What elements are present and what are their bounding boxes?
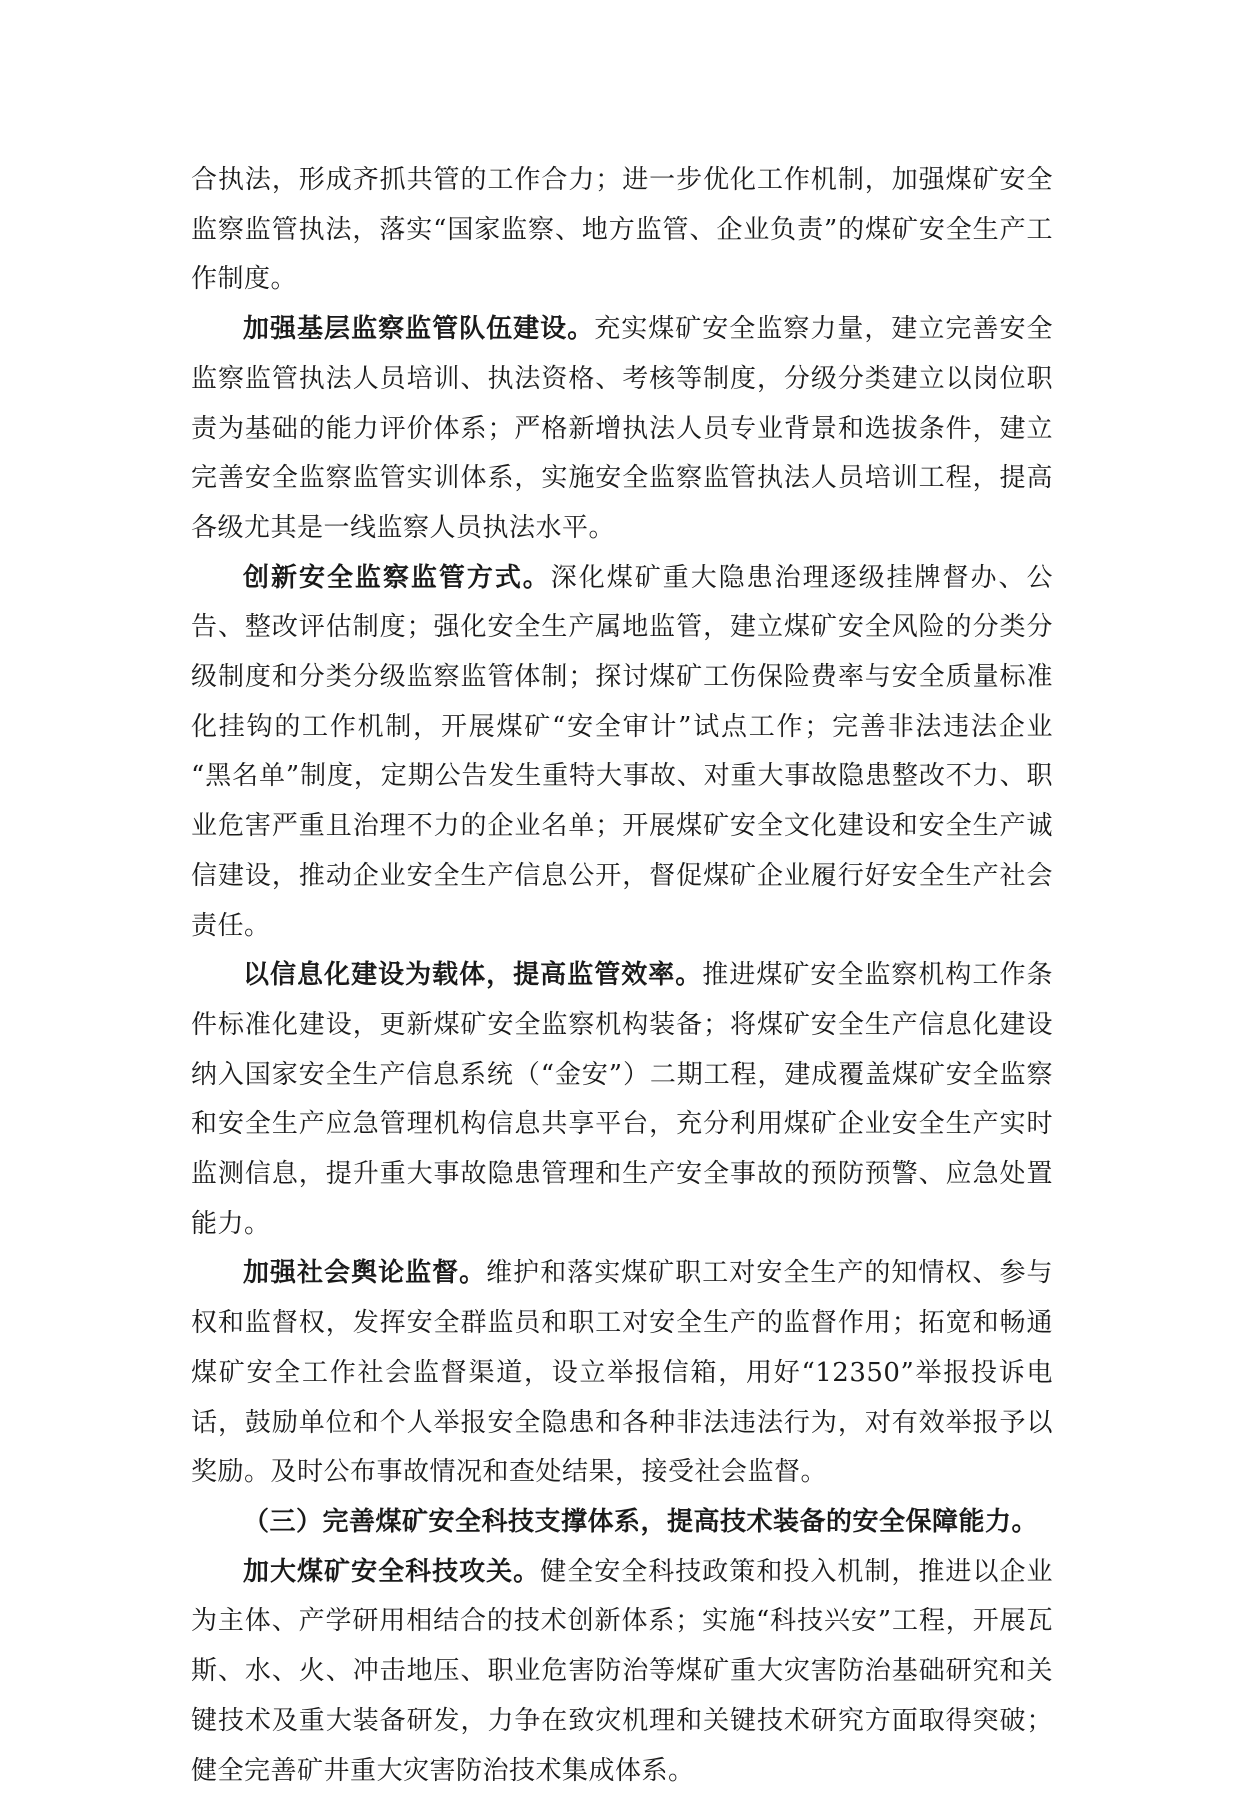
paragraph-lead: 加强社会舆论监督。 [243, 1258, 487, 1289]
paragraph-lead: 以信息化建设为载体，提高监管效率。 [243, 960, 703, 991]
paragraph-text: 健全安全科技政策和投入机制，推进以企业为主体、产学研用相结合的技术创新体系；实施“科技兴安”工程，开展瓦斯、水、火、冲击地压、职业危害防治等煤矿重大灾害防治基础研究和关键技术及重大装备研发，力争在致灾机理和关键技术研究方面取得突破；健全完善矿井重大灾害防治技术集成体系。 [191, 1556, 1053, 1786]
document-page [191, 156, 1053, 1796]
paragraph-text: 推进煤矿安全监察机构工作条件标准化建设，更新煤矿安全监察机构装备；将煤矿安全生产信息化建设纳入国家安全生产信息系统（“金安”）二期工程，建成覆盖煤矿安全监察和安全生产应急管理机构信息共享平台，充分利用煤矿企业安全生产实时监测信息，提升重大事故隐患管理和生产安全事故的预防预警、应急处置能力。 [191, 960, 1053, 1239]
paragraph-text: 合执法，形成齐抓共管的工作合力；进一步优化工作机制，加强煤矿安全监察监管执法，落实“国家监察、地方监管、企业负责”的煤矿安全生产工作制度。 [191, 165, 1053, 295]
section-heading: （三）完善煤矿安全科技支撑体系，提高技术装备的安全保障能力。 [243, 1506, 1039, 1537]
paragraph-tech-research [191, 1548, 1053, 1796]
paragraph-public-supervision [191, 1249, 1053, 1498]
paragraph-informatization [191, 951, 1053, 1249]
paragraph-text: 维护和落实煤矿职工对安全生产的知情权、参与权和监督权，发挥安全群监员和职工对安全生产的监督作用；拓宽和畅通煤矿安全工作社会监督渠道，设立举报信箱，用好“12350”举报投诉电话，鼓励单位和个人举报安全隐患和各种非法违法行为，对有效举报予以奖励。及时公布事故情况和查处结果，接受社会监督。 [191, 1258, 1053, 1488]
paragraph-supervision-method [191, 554, 1053, 952]
paragraph-continuation [191, 156, 1053, 305]
paragraph-text: 充实煤矿安全监察力量，建立完善安全监察监管执法人员培训、执法资格、考核等制度，分级分类建立以岗位职责为基础的能力评价体系；严格新增执法人员专业背景和选拔条件，建立完善安全监察监管实训体系，实施安全监察监管执法人员培训工程，提高各级尤其是一线监察人员执法水平。 [191, 314, 1053, 543]
paragraph-text: 深化煤矿重大隐患治理逐级挂牌督办、公告、整改评估制度；强化安全生产属地监管，建立煤矿安全风险的分类分级制度和分类分级监察监管体制；探讨煤矿工伤保险费率与安全质量标准化挂钩的工作机制，开展煤矿“安全审计”试点工作；完善非法违法企业 “黑名单”制度，定期公告发生重特大事故、对重大事故隐患整改不力、职业危害严重且治理不力的企业名单；开展煤矿安全文化建设和安全生产诚信建设，推动企业安全生产信息公开，督促煤矿企业履行好安全生产社会责任。 [191, 562, 1053, 941]
paragraph-grassroots-team [191, 305, 1053, 554]
paragraph-lead: 创新安全监察监管方式。 [243, 562, 551, 593]
paragraph-lead: 加大煤矿安全科技攻关。 [243, 1556, 541, 1587]
paragraph-lead: 加强基层监察监管队伍建设。 [243, 314, 595, 345]
